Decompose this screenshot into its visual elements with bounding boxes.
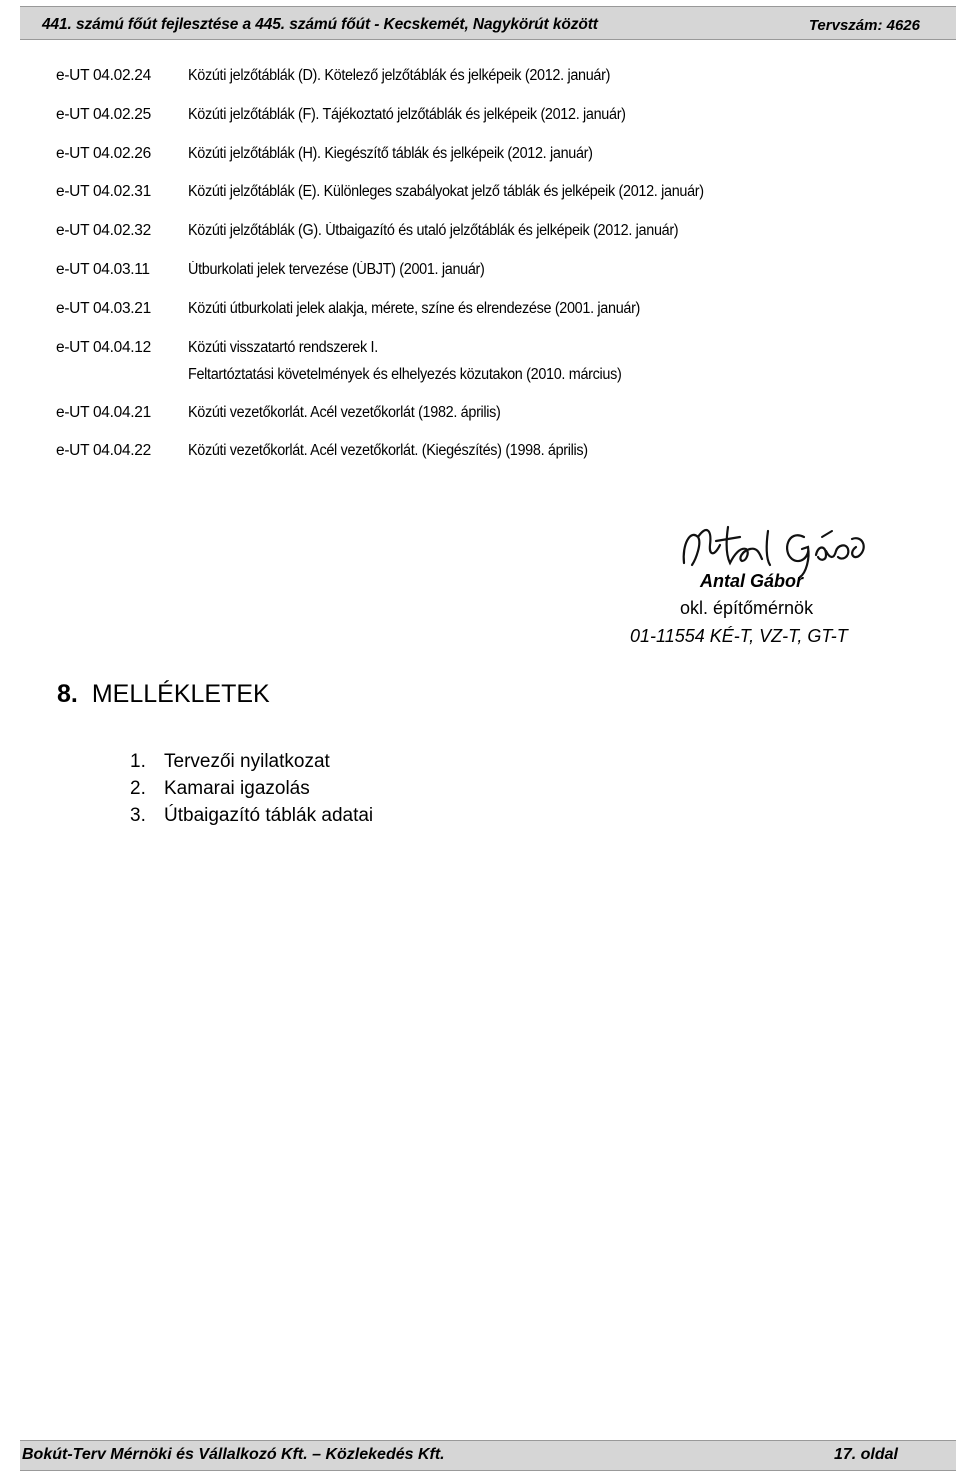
signer-name: Antal Gábor	[700, 571, 804, 591]
reference-description: Közúti vezetőkorlát. Acél vezetőkorlát (1982. április)	[188, 404, 501, 421]
section-heading	[57, 680, 270, 709]
reference-description: Közúti jelzőtáblák (H). Kiegészítő táblák és jelképeik (2012. január)	[188, 145, 593, 162]
reference-code: e-UT 04.04.21	[56, 404, 151, 421]
reference-description: Útburkolati jelek tervezése (ÚBJT) (2001. január)	[188, 261, 485, 278]
reference-code: e-UT 04.04.12	[56, 339, 151, 356]
reference-code: e-UT 04.02.24	[56, 67, 151, 84]
reference-description: Közúti útburkolati jelek alakja, mérete, színe és elrendezése (2001. január)	[188, 300, 641, 317]
reference-code: e-UT 04.02.25	[56, 106, 151, 123]
reference-description: Közúti jelzőtáblák (D). Kötelező jelzőtáblák és jelképeik (2012. január)	[188, 67, 611, 84]
list-item-label: Kamarai igazolás	[164, 778, 310, 799]
list-item-number: 2.	[130, 778, 146, 799]
reference-code: e-UT 04.02.32	[56, 222, 151, 239]
reference-code: e-UT 04.02.26	[56, 145, 151, 162]
reference-description: Közúti jelzőtáblák (F). Tájékoztató jelzőtáblák és jelképeik (2012. január)	[188, 106, 626, 123]
list-item-label: Tervezői nyilatkozat	[164, 751, 330, 772]
page-header	[20, 6, 956, 40]
signer-role: okl. építőmérnök	[680, 598, 814, 618]
project-number: Tervszám: 4626	[808, 17, 920, 34]
reference-description: Közúti visszatartó rendszerek I.	[188, 339, 378, 356]
document-title: 441. számú főút fejlesztése a 445. számú főút - Kecskemét, Nagykörút között	[42, 16, 598, 33]
list-item-number: 3.	[130, 805, 146, 826]
reference-code: e-UT 04.03.21	[56, 300, 151, 317]
reference-description: Közúti jelzőtáblák (G). Útbaigazító és utaló jelzőtáblák és jelképeik (2012. január)	[188, 222, 679, 239]
reference-code: e-UT 04.04.22	[56, 442, 151, 459]
page-footer	[20, 1440, 956, 1471]
list-item	[130, 775, 373, 802]
signer-license: 01-11554 KÉ-T, VZ-T, GT-T	[630, 626, 848, 646]
reference-code: e-UT 04.02.31	[56, 183, 151, 200]
reference-description: Közúti vezetőkorlát. Acél vezetőkorlát. (Kiegészítés) (1998. április)	[188, 442, 588, 459]
footer-company: Bokút-Terv Mérnöki és Vállalkozó Kft. – Közlekedés Kft.	[22, 1446, 445, 1463]
attachments-list	[130, 748, 373, 829]
signature-block	[600, 515, 920, 655]
list-item	[130, 748, 373, 775]
list-item	[130, 802, 373, 829]
reference-description: Közúti jelzőtáblák (E). Különleges szabályokat jelző táblák és jelképeik (2012. január)	[188, 183, 704, 200]
section-title: MELLÉKLETEK	[91, 680, 270, 708]
page-number: 17. oldal	[833, 1446, 898, 1463]
list-item-number: 1.	[130, 751, 146, 772]
section-number: 8.	[57, 680, 78, 708]
list-item-label: Útbaigazító táblák adatai	[164, 805, 374, 826]
reference-code: e-UT 04.03.11	[56, 261, 150, 278]
reference-description-line2: Feltartóztatási követelmények és elhelyezés közutakon (2010. március)	[188, 366, 622, 383]
